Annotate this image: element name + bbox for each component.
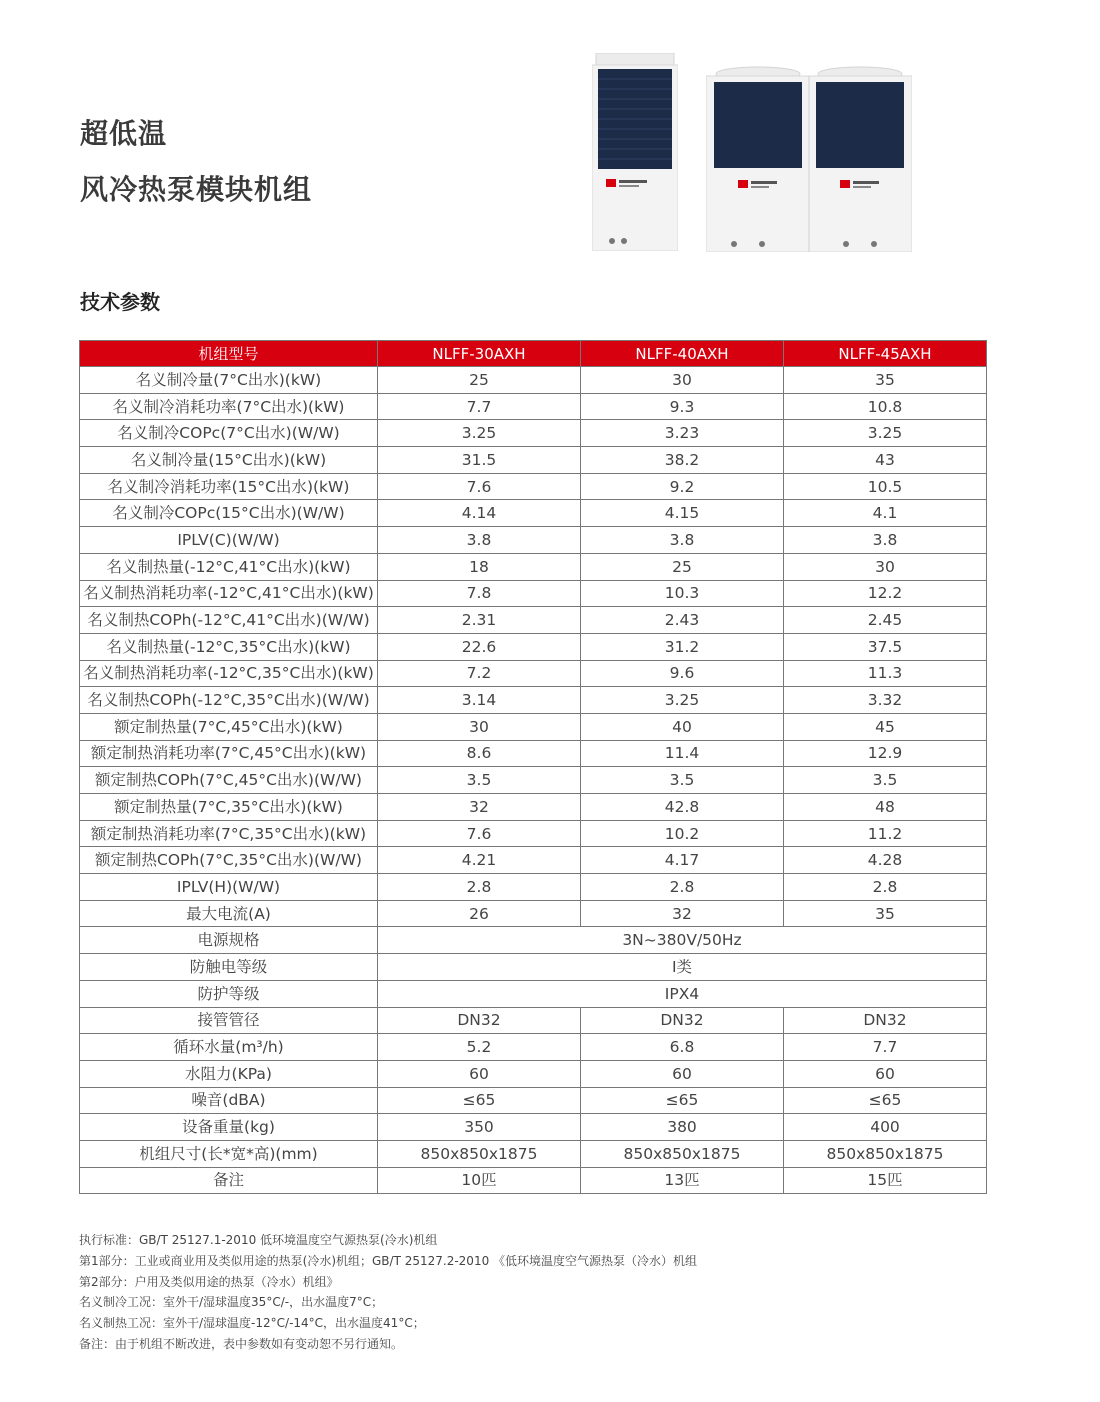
value-cell: 9.3 — [581, 393, 784, 420]
row-label-cell: 名义制冷消耗功率(7°C出水)(kW) — [80, 393, 378, 420]
footnote-line: 第2部分：户用及类似用途的热泵（冷水）机组》 — [79, 1274, 339, 1289]
value-cell: 18 — [378, 553, 581, 580]
row-label-cell: 最大电流(A) — [80, 900, 378, 927]
value-cell: 10.3 — [581, 580, 784, 607]
value-cell: 10.8 — [784, 393, 987, 420]
value-cell: 3.32 — [784, 687, 987, 714]
row-label-cell: 设备重量(kg) — [80, 1114, 378, 1141]
value-cell: 6.8 — [581, 1034, 784, 1061]
row-label-cell: 额定制热消耗功率(7°C,35°C出水)(kW) — [80, 820, 378, 847]
row-label-cell: 噪音(dBA) — [80, 1087, 378, 1114]
value-cell: 7.7 — [784, 1034, 987, 1061]
value-cell: 32 — [581, 900, 784, 927]
value-cell: 45 — [784, 713, 987, 740]
row-label-cell: 备注 — [80, 1167, 378, 1194]
value-cell: 380 — [581, 1114, 784, 1141]
value-cell: 350 — [378, 1114, 581, 1141]
value-cell: 30 — [581, 367, 784, 394]
value-cell: 15匹 — [784, 1167, 987, 1194]
value-cell: 3.5 — [581, 767, 784, 794]
value-cell: 35 — [784, 367, 987, 394]
value-cell: 12.2 — [784, 580, 987, 607]
table-row — [80, 527, 987, 554]
value-cell: 35 — [784, 900, 987, 927]
row-label-cell: 额定制热消耗功率(7°C,45°C出水)(kW) — [80, 740, 378, 767]
table-row — [80, 1140, 987, 1167]
row-label-cell: 名义制冷消耗功率(15°C出水)(kW) — [80, 473, 378, 500]
table-row — [80, 900, 987, 927]
value-cell: 31.2 — [581, 633, 784, 660]
value-cell: 10.5 — [784, 473, 987, 500]
value-cell: 2.8 — [784, 874, 987, 901]
value-cell: IPX4 — [378, 980, 987, 1007]
value-cell: 60 — [378, 1060, 581, 1087]
value-cell: DN32 — [378, 1007, 581, 1034]
value-cell: ≤65 — [784, 1087, 987, 1114]
row-label-cell: 名义制热量(-12°C,35°C出水)(kW) — [80, 633, 378, 660]
value-cell: ≤65 — [378, 1087, 581, 1114]
value-cell: 9.6 — [581, 660, 784, 687]
value-cell: 2.45 — [784, 607, 987, 634]
value-cell: 4.17 — [581, 847, 784, 874]
table-row — [80, 1167, 987, 1194]
value-cell: 48 — [784, 794, 987, 821]
value-cell: 2.31 — [378, 607, 581, 634]
row-label-cell: 机组尺寸(长*宽*高)(mm) — [80, 1140, 378, 1167]
row-label-cell: 名义制冷量(15°C出水)(kW) — [80, 447, 378, 474]
value-cell: 850x850x1875 — [378, 1140, 581, 1167]
value-cell: 11.2 — [784, 820, 987, 847]
value-cell: 850x850x1875 — [581, 1140, 784, 1167]
row-label-cell: IPLV(H)(W/W) — [80, 874, 378, 901]
table-row — [80, 1114, 987, 1141]
header-cell: 机组型号 — [80, 341, 378, 367]
footnote-line: 第1部分：工业或商业用及类似用途的热泵(冷水)机组；GB/T 25127.2-2010 《低环境温度空气源热泵（冷水）机组 — [79, 1253, 698, 1268]
header-cell: NLFF-40AXH — [581, 341, 784, 367]
value-cell: 60 — [581, 1060, 784, 1087]
table-row — [80, 980, 987, 1007]
value-cell: 3.8 — [784, 527, 987, 554]
value-cell: 3.23 — [581, 420, 784, 447]
single-fan-unit-image — [592, 53, 678, 251]
row-label-cell: 名义制冷COPc(15°C出水)(W/W) — [80, 500, 378, 527]
row-label-cell: 额定制热量(7°C,35°C出水)(kW) — [80, 794, 378, 821]
row-label-cell: 名义制冷量(7°C出水)(kW) — [80, 367, 378, 394]
table-row — [80, 420, 987, 447]
value-cell: 4.15 — [581, 500, 784, 527]
footnotes — [79, 1230, 1029, 1355]
table-row — [80, 927, 987, 954]
value-cell: 7.7 — [378, 393, 581, 420]
value-cell: 3.25 — [378, 420, 581, 447]
value-cell: 22.6 — [378, 633, 581, 660]
value-cell: 30 — [378, 713, 581, 740]
row-label-cell: 名义制热量(-12°C,41°C出水)(kW) — [80, 553, 378, 580]
value-cell: 3.8 — [378, 527, 581, 554]
table-row — [80, 713, 987, 740]
dual-fan-unit-image — [706, 66, 912, 252]
value-cell: 3.8 — [581, 527, 784, 554]
value-cell: 43 — [784, 447, 987, 474]
row-label-cell: 防护等级 — [80, 980, 378, 1007]
value-cell: 3.5 — [784, 767, 987, 794]
value-cell: 38.2 — [581, 447, 784, 474]
table-row — [80, 367, 987, 394]
page-title-line-1: 超低温 — [80, 117, 168, 150]
table-row — [80, 820, 987, 847]
table-header-row — [80, 341, 987, 367]
header-cell: NLFF-30AXH — [378, 341, 581, 367]
row-label-cell: 接管管径 — [80, 1007, 378, 1034]
value-cell: 42.8 — [581, 794, 784, 821]
value-cell: 4.1 — [784, 500, 987, 527]
value-cell: 37.5 — [784, 633, 987, 660]
row-label-cell: 名义制热消耗功率(-12°C,35°C出水)(kW) — [80, 660, 378, 687]
value-cell: DN32 — [581, 1007, 784, 1034]
value-cell: 11.3 — [784, 660, 987, 687]
value-cell: 30 — [784, 553, 987, 580]
value-cell: 10匹 — [378, 1167, 581, 1194]
value-cell: 4.14 — [378, 500, 581, 527]
section-title: 技术参数 — [80, 290, 160, 314]
table-row — [80, 1007, 987, 1034]
value-cell: 400 — [784, 1114, 987, 1141]
value-cell: 12.9 — [784, 740, 987, 767]
value-cell: 3.14 — [378, 687, 581, 714]
value-cell: ≤65 — [581, 1087, 784, 1114]
footnote-line: 名义制冷工况：室外干/湿球温度35°C/-，出水温度7°C； — [79, 1295, 384, 1310]
row-label-cell: 额定制热COPh(7°C,35°C出水)(W/W) — [80, 847, 378, 874]
value-cell: Ⅰ类 — [378, 954, 987, 981]
spec-table — [79, 340, 987, 1194]
row-label-cell: 名义制热COPh(-12°C,35°C出水)(W/W) — [80, 687, 378, 714]
table-row — [80, 553, 987, 580]
value-cell: 8.6 — [378, 740, 581, 767]
table-row — [80, 580, 987, 607]
table-row — [80, 740, 987, 767]
row-label-cell: 名义制热COPh(-12°C,41°C出水)(W/W) — [80, 607, 378, 634]
row-label-cell: 额定制热量(7°C,45°C出水)(kW) — [80, 713, 378, 740]
row-label-cell: 名义制热消耗功率(-12°C,41°C出水)(kW) — [80, 580, 378, 607]
table-row — [80, 874, 987, 901]
value-cell: 4.21 — [378, 847, 581, 874]
value-cell: 11.4 — [581, 740, 784, 767]
value-cell: 25 — [581, 553, 784, 580]
value-cell: 40 — [581, 713, 784, 740]
table-row — [80, 473, 987, 500]
table-row — [80, 794, 987, 821]
value-cell: 26 — [378, 900, 581, 927]
value-cell: 3.25 — [581, 687, 784, 714]
value-cell: 7.2 — [378, 660, 581, 687]
table-row — [80, 500, 987, 527]
value-cell: 32 — [378, 794, 581, 821]
table-row — [80, 847, 987, 874]
table-row — [80, 607, 987, 634]
value-cell: 4.28 — [784, 847, 987, 874]
value-cell: 3N~380V/50Hz — [378, 927, 987, 954]
table-row — [80, 660, 987, 687]
table-row — [80, 1034, 987, 1061]
value-cell: 7.8 — [378, 580, 581, 607]
value-cell: 2.8 — [378, 874, 581, 901]
value-cell: DN32 — [784, 1007, 987, 1034]
value-cell: 850x850x1875 — [784, 1140, 987, 1167]
table-row — [80, 447, 987, 474]
value-cell: 9.2 — [581, 473, 784, 500]
value-cell: 60 — [784, 1060, 987, 1087]
header-cell: NLFF-45AXH — [784, 341, 987, 367]
table-row — [80, 687, 987, 714]
value-cell: 3.5 — [378, 767, 581, 794]
table-row — [80, 1087, 987, 1114]
value-cell: 2.43 — [581, 607, 784, 634]
value-cell: 7.6 — [378, 820, 581, 847]
value-cell: 2.8 — [581, 874, 784, 901]
row-label-cell: IPLV(C)(W/W) — [80, 527, 378, 554]
value-cell: 13匹 — [581, 1167, 784, 1194]
value-cell: 31.5 — [378, 447, 581, 474]
table-row — [80, 1060, 987, 1087]
table-row — [80, 633, 987, 660]
footnote-line: 执行标准：GB/T 25127.1-2010 低环境温度空气源热泵(冷水)机组 — [79, 1233, 438, 1247]
value-cell: 7.6 — [378, 473, 581, 500]
row-label-cell: 名义制冷COPc(7°C出水)(W/W) — [80, 420, 378, 447]
table-row — [80, 767, 987, 794]
row-label-cell: 额定制热COPh(7°C,45°C出水)(W/W) — [80, 767, 378, 794]
page-title-line-2: 风冷热泵模块机组 — [80, 173, 313, 206]
value-cell: 3.25 — [784, 420, 987, 447]
footnote-line: 备注：由于机组不断改进，表中参数如有变动恕不另行通知。 — [79, 1336, 404, 1351]
value-cell: 25 — [378, 367, 581, 394]
row-label-cell: 电源规格 — [80, 927, 378, 954]
row-label-cell: 防触电等级 — [80, 954, 378, 981]
row-label-cell: 水阻力(KPa) — [80, 1060, 378, 1087]
table-row — [80, 954, 987, 981]
table-row — [80, 393, 987, 420]
footnote-line: 名义制热工况：室外干/湿球温度-12°C/-14°C，出水温度41°C； — [79, 1316, 425, 1331]
value-cell: 5.2 — [378, 1034, 581, 1061]
value-cell: 10.2 — [581, 820, 784, 847]
row-label-cell: 循环水量(m³/h) — [80, 1034, 378, 1061]
